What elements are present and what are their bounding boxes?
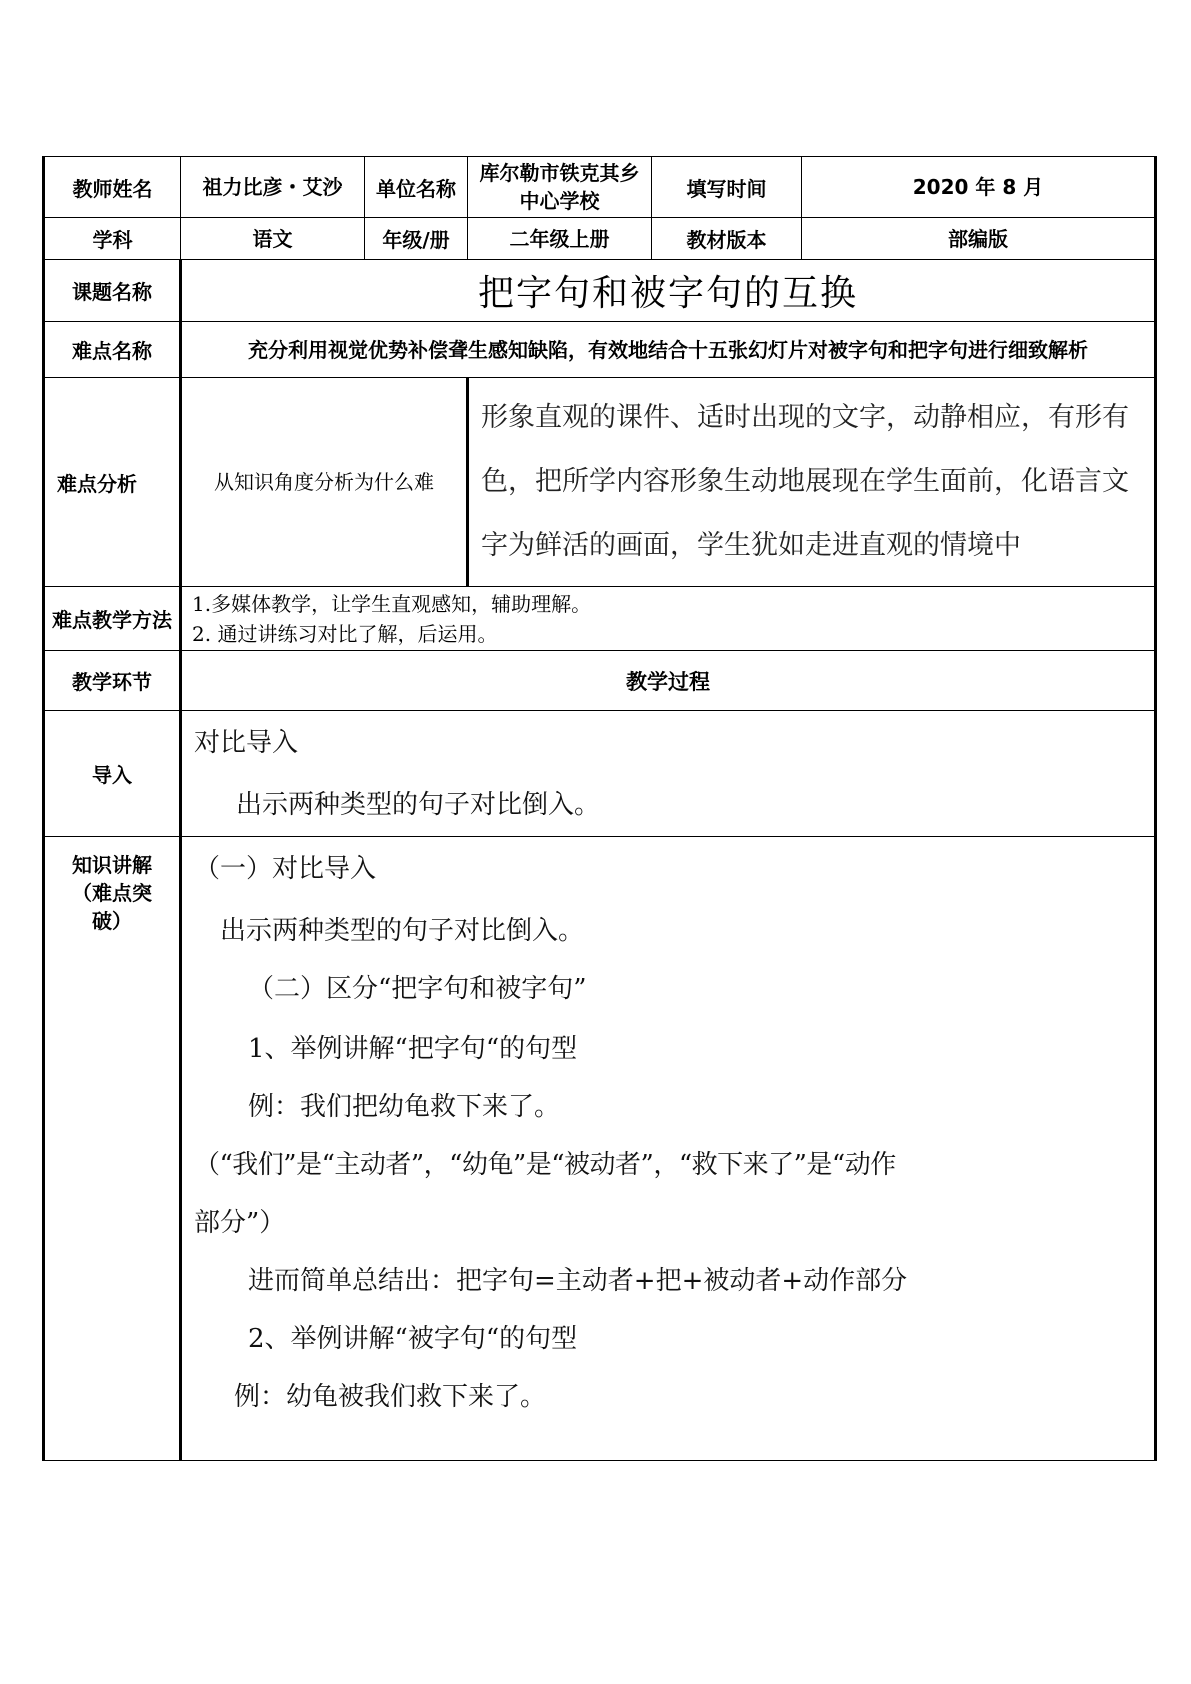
subject-label: 学科 bbox=[44, 218, 181, 260]
topic-title: 把字句和被字句的互换 bbox=[181, 260, 1156, 322]
intro-line-2: 出示两种类型的句子对比倒入。 bbox=[236, 790, 601, 820]
method-line-2: 2. 通过讲练习对比了解，后运用。 bbox=[192, 621, 498, 646]
fill-time-label: 填写时间 bbox=[652, 157, 802, 218]
unit-name-label: 单位名称 bbox=[365, 157, 468, 218]
method-line-1: 1.多媒体教学，让学生直观感知，辅助理解。 bbox=[192, 591, 592, 616]
knowledge-line-3: （二）区分“把字句和被字句” bbox=[248, 974, 587, 1004]
edition-value: 部编版 bbox=[802, 218, 1156, 260]
teacher-name-value: 祖力比彦・艾沙 bbox=[181, 157, 365, 218]
process-header: 教学过程 bbox=[181, 651, 1156, 711]
subject-value: 语文 bbox=[181, 218, 365, 260]
knowledge-line-7: 部分”） bbox=[194, 1208, 286, 1238]
knowledge-line-2: 出示两种类型的句子对比倒入。 bbox=[220, 916, 585, 946]
knowledge-line-9: 2、举例讲解“被字句“的句型 bbox=[248, 1324, 578, 1354]
method-content bbox=[181, 587, 1156, 651]
knowledge-label-text: 知识讲解（难点突破） bbox=[72, 853, 152, 933]
unit-name-value: 库尔勒市铁克其乡中心学校 bbox=[468, 157, 652, 218]
difficulty-label: 难点名称 bbox=[44, 322, 181, 378]
lesson-plan-table bbox=[42, 156, 1157, 1461]
intro-line-1: 对比导入 bbox=[194, 728, 299, 758]
grade-label: 年级/册 bbox=[365, 218, 468, 260]
process-section-label: 教学环节 bbox=[44, 651, 181, 711]
method-label: 难点教学方法 bbox=[44, 587, 181, 651]
knowledge-label bbox=[44, 837, 181, 1461]
analysis-label: 难点分析 bbox=[44, 378, 181, 587]
analysis-text: 形象直观的课件、适时出现的文字，动静相应，有形有色，把所学内容形象生动地展现在学生面前，化语言文字为鲜活的画面，学生犹如走进直观的情境中 bbox=[468, 378, 1156, 587]
grade-value: 二年级上册 bbox=[468, 218, 652, 260]
knowledge-line-8: 进而简单总结出：把字句=主动者+把+被动者+动作部分 bbox=[248, 1266, 908, 1296]
difficulty-value: 充分利用视觉优势补偿聋生感知缺陷，有效地结合十五张幻灯片对被字句和把字句进行细致解析 bbox=[181, 322, 1156, 378]
intro-content bbox=[181, 711, 1156, 837]
analysis-sub-label: 从知识角度分析为什么难 bbox=[181, 378, 468, 587]
teacher-name-label: 教师姓名 bbox=[44, 157, 181, 218]
knowledge-content bbox=[181, 837, 1156, 1461]
knowledge-line-1: （一）对比导入 bbox=[194, 854, 377, 884]
knowledge-line-4: 1、举例讲解“把字句“的句型 bbox=[248, 1034, 578, 1064]
knowledge-line-10: 例：幼龟被我们救下来了。 bbox=[234, 1382, 547, 1412]
intro-label: 导入 bbox=[44, 711, 181, 837]
knowledge-line-6: （“我们”是“主动者”，“幼龟”是“被动者”，“救下来了”是“动作 bbox=[194, 1150, 896, 1180]
fill-time-value: 2020 年 8 月 bbox=[802, 157, 1156, 218]
topic-label: 课题名称 bbox=[44, 260, 181, 322]
edition-label: 教材版本 bbox=[652, 218, 802, 260]
knowledge-line-5: 例：我们把幼龟救下来了。 bbox=[248, 1092, 561, 1122]
